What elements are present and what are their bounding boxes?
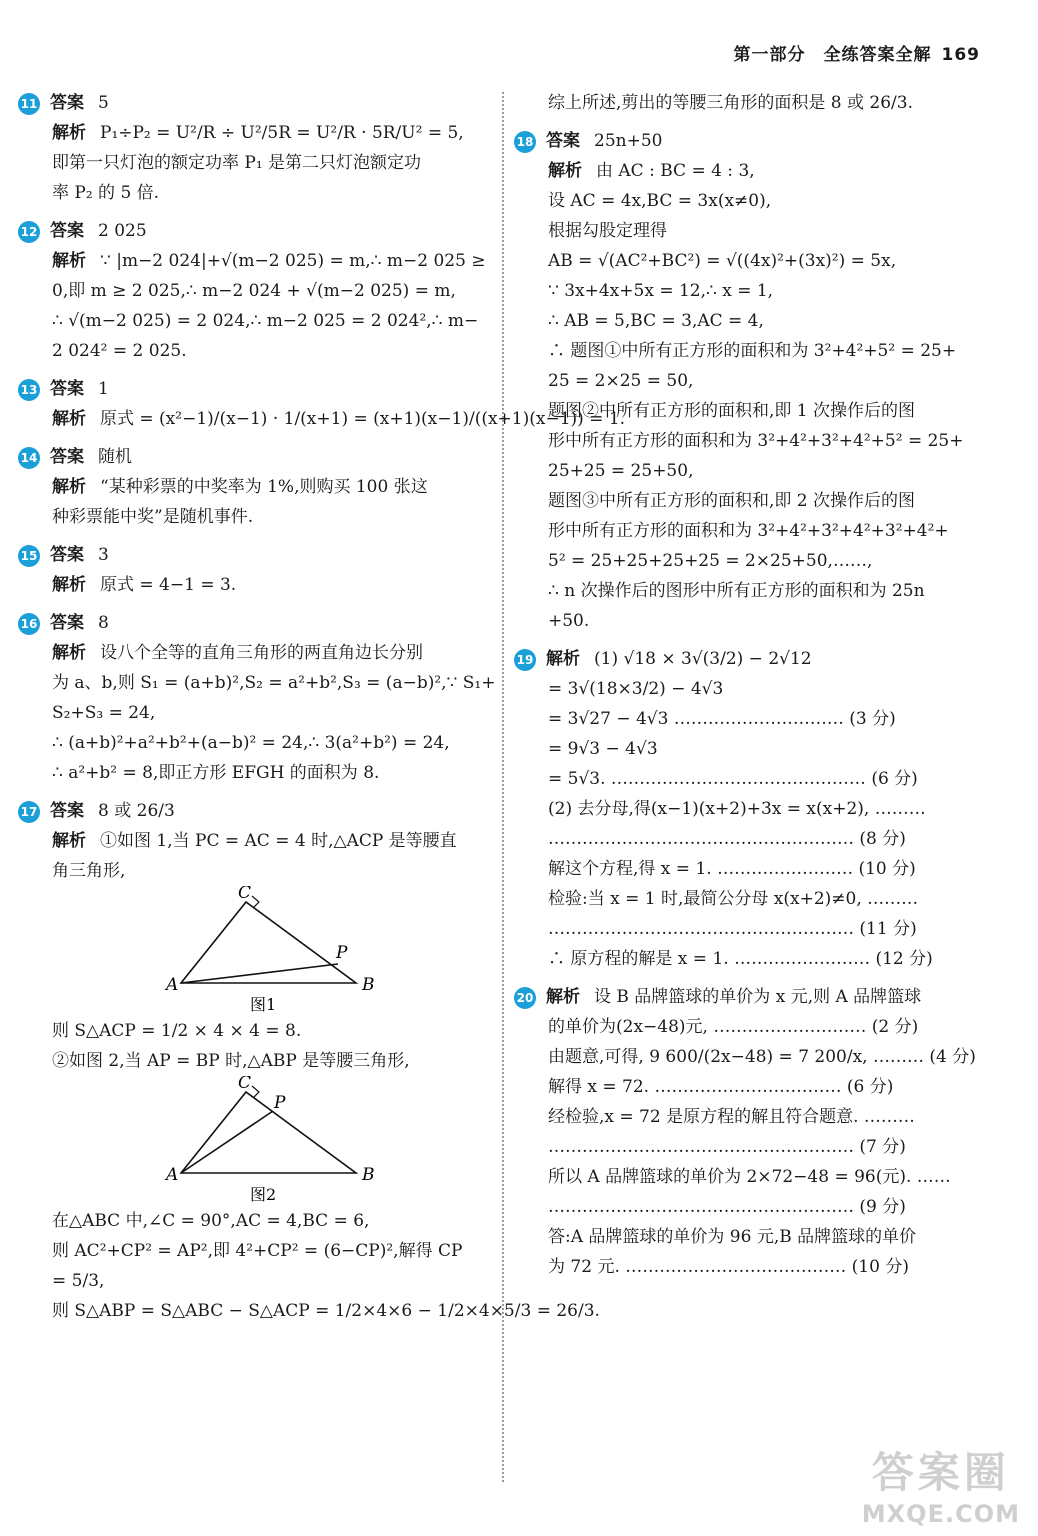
spacer bbox=[514, 636, 984, 644]
analysis-text: 原式 = 4−1 = 3. bbox=[100, 575, 237, 595]
analysis-line bbox=[18, 570, 463, 600]
text-line: 角三角形, bbox=[52, 861, 126, 881]
analysis-text: 设八个全等的直角三角形的两直角边长分别 bbox=[100, 643, 423, 663]
page-number: 169 bbox=[941, 45, 980, 65]
answer-heading bbox=[18, 608, 463, 638]
question-number-badge: 17 bbox=[18, 801, 40, 823]
text-line: ……………………………………………… (9 分) bbox=[548, 1197, 906, 1217]
text-line: 所以 A 品牌篮球的单价为 2×72−48 = 96(元). …… bbox=[548, 1167, 951, 1187]
text-line: 经检验,x = 72 是原方程的解且符合题意. ……… bbox=[548, 1107, 915, 1127]
answer-text: 3 bbox=[98, 545, 109, 565]
text-line: 解得 x = 72. …………………………… (6 分) bbox=[548, 1077, 894, 1097]
figure-caption: 图2 bbox=[250, 1185, 277, 1204]
text-line: 25+25 = 25+50, bbox=[548, 461, 694, 481]
text-line: 设 AC = 4x,BC = 3x(x≠0), bbox=[548, 191, 772, 211]
text-line: ∴ 题图①中所有正方形的面积和为 3²+4²+5² = 25+ bbox=[548, 341, 957, 361]
text-line: ②如图 2,当 AP = BP 时,△ABP 是等腰三角形, bbox=[52, 1051, 410, 1071]
text-line: ∴ 原方程的解是 x = 1. …………………… (12 分) bbox=[548, 949, 933, 969]
text-line: 则 S△ABP = S△ABC − S△ACP = 1/2×4×6 − 1/2×4×5/3 = 26/3. bbox=[52, 1301, 600, 1321]
question-number-badge: 11 bbox=[18, 93, 40, 115]
spacer bbox=[18, 208, 463, 216]
vertex-label: C bbox=[238, 1076, 252, 1093]
text-line: 率 P₂ 的 5 倍. bbox=[52, 183, 160, 203]
spacer bbox=[18, 366, 463, 374]
question-number-badge: 14 bbox=[18, 447, 40, 469]
spacer bbox=[514, 118, 984, 126]
text-line: = 3√27 − 4√3 ………………………… (3 分) bbox=[548, 709, 896, 729]
vertex-label: P bbox=[336, 943, 348, 963]
text-line: = 5/3, bbox=[52, 1271, 105, 1291]
answer-label: 解析 bbox=[546, 987, 580, 1007]
question-number-badge: 19 bbox=[514, 649, 536, 671]
triangle-abc bbox=[181, 902, 356, 983]
analysis-label: 解析 bbox=[52, 575, 86, 595]
answer-heading bbox=[18, 796, 463, 826]
text-line: 种彩票能中奖”是随机事件. bbox=[52, 507, 254, 527]
text-line: ∴ √(m−2 025) = 2 024,∴ m−2 025 = 2 024²,∴ m− bbox=[52, 311, 479, 331]
text-line: ∴ n 次操作后的图形中所有正方形的面积和为 25n bbox=[548, 581, 925, 601]
text-line: = 3√(18×3/2) − 4√3 bbox=[548, 679, 724, 699]
analysis-line bbox=[18, 638, 463, 668]
text-line: 题图③中所有正方形的面积和,即 2 次操作后的图 bbox=[548, 491, 916, 511]
answer-label: 答案 bbox=[50, 801, 84, 821]
text-line: 则 AC²+CP² = AP²,即 4²+CP² = (6−CP)²,解得 CP bbox=[52, 1241, 463, 1261]
vertex-label: C bbox=[238, 886, 252, 903]
question-number-badge: 18 bbox=[514, 131, 536, 153]
text-line: S₂+S₃ = 24, bbox=[52, 703, 156, 723]
analysis-line bbox=[514, 156, 984, 186]
column-divider bbox=[502, 92, 504, 1482]
text-line: 的单价为(2x−48)元, ……………………… (2 分) bbox=[548, 1017, 919, 1037]
triangle-abc bbox=[181, 1092, 356, 1173]
answer-heading bbox=[18, 442, 463, 472]
analysis-label: 解析 bbox=[52, 123, 86, 143]
answer-label: 答案 bbox=[546, 131, 580, 151]
watermark-url: MXQE.COM bbox=[861, 1500, 1020, 1528]
analysis-line bbox=[18, 472, 463, 502]
analysis-label: 解析 bbox=[52, 831, 86, 851]
answer-text: 2 025 bbox=[98, 221, 147, 241]
analysis-label: 解析 bbox=[52, 251, 86, 271]
answer-text: 1 bbox=[98, 379, 109, 399]
text-line: ∴ AB = 5,BC = 3,AC = 4, bbox=[548, 311, 764, 331]
spacer bbox=[514, 974, 984, 982]
text-line: 由题意,可得, 9 600/(2x−48) = 7 200/x, ……… (4 分) bbox=[548, 1047, 976, 1067]
right-column bbox=[514, 88, 984, 1282]
spacer bbox=[18, 788, 463, 796]
answer-label: 解析 bbox=[546, 649, 580, 669]
vertex-label: B bbox=[362, 1165, 375, 1185]
question-number-badge: 12 bbox=[18, 221, 40, 243]
text-line: 5² = 25+25+25+25 = 2×25+50,……, bbox=[548, 551, 873, 571]
answer-label: 答案 bbox=[50, 93, 84, 113]
text-line: 2 024² = 2 025. bbox=[52, 341, 187, 361]
answer-heading bbox=[514, 126, 984, 156]
analysis-label: 解析 bbox=[548, 161, 582, 181]
answer-heading bbox=[18, 540, 463, 570]
answer-label: 答案 bbox=[50, 613, 84, 633]
analysis-text: ∵ |m−2 024|+√(m−2 025) = m,∴ m−2 025 ≥ bbox=[100, 251, 486, 271]
analysis-label: 解析 bbox=[52, 643, 86, 663]
answer-heading bbox=[514, 644, 984, 674]
answer-text: 设 B 品牌篮球的单价为 x 元,则 A 品牌篮球 bbox=[594, 987, 922, 1007]
text-line: = 9√3 − 4√3 bbox=[548, 739, 658, 759]
vertex-label: B bbox=[362, 975, 375, 995]
vertex-label: P bbox=[274, 1093, 286, 1113]
text-line: 题图②中所有正方形的面积和,即 1 次操作后的图 bbox=[548, 401, 916, 421]
text-line: ……………………………………………… (11 分) bbox=[548, 919, 917, 939]
answer-heading bbox=[18, 374, 463, 404]
text-line: 在△ABC 中,∠C = 90°,AC = 4,BC = 6, bbox=[52, 1211, 370, 1231]
analysis-label: 解析 bbox=[52, 477, 86, 497]
text-line: AB = √(AC²+BC²) = √((4x)²+(3x)²) = 5x, bbox=[548, 251, 897, 271]
spacer bbox=[18, 434, 463, 442]
analysis-text: 原式 = (x²−1)/(x−1) · 1/(x+1) = (x+1)(x−1)/((x+1)(x−1)) = 1. bbox=[100, 409, 626, 429]
answer-text: 8 bbox=[98, 613, 109, 633]
analysis-line bbox=[18, 404, 626, 434]
fig1-diagram bbox=[18, 886, 463, 1016]
analysis-text: ①如图 1,当 PC = AC = 4 时,△ACP 是等腰直 bbox=[100, 831, 457, 851]
text-line: +50. bbox=[548, 611, 590, 631]
answer-label: 答案 bbox=[50, 221, 84, 241]
answer-label: 答案 bbox=[50, 545, 84, 565]
answer-text: (1) √18 × 3√(3/2) − 2√12 bbox=[594, 649, 812, 669]
question-number-badge: 15 bbox=[18, 545, 40, 567]
answer-text: 随机 bbox=[98, 447, 132, 467]
answer-text: 25n+50 bbox=[594, 131, 663, 151]
fig2-figure bbox=[18, 1076, 463, 1206]
text-line: 答:A 品牌篮球的单价为 96 元,B 品牌篮球的单价 bbox=[548, 1227, 917, 1247]
vertex-label: A bbox=[166, 975, 179, 995]
analysis-line bbox=[18, 826, 463, 856]
analysis-text: “某种彩票的中奖率为 1%,则购买 100 张这 bbox=[100, 477, 428, 497]
text-line: 综上所述,剪出的等腰三角形的面积是 8 或 26/3. bbox=[548, 93, 914, 113]
fig1-figure bbox=[18, 886, 463, 1016]
answer-heading bbox=[514, 982, 984, 1012]
text-line: 25 = 2×25 = 50, bbox=[548, 371, 694, 391]
answer-text: 8 或 26/3 bbox=[98, 801, 175, 821]
answer-heading bbox=[18, 216, 463, 246]
answer-label: 答案 bbox=[50, 379, 84, 399]
text-line: 根据勾股定理得 bbox=[548, 221, 667, 241]
question-number-badge: 20 bbox=[514, 987, 536, 1009]
text-line: = 5√3. ……………………………………… (6 分) bbox=[548, 769, 918, 789]
text-line: (2) 去分母,得(x−1)(x+2)+3x = x(x+2), ……… bbox=[548, 799, 926, 819]
text-line: 检验:当 x = 1 时,最简公分母 x(x+2)≠0, ……… bbox=[548, 889, 919, 909]
fig2-diagram bbox=[18, 1076, 463, 1206]
watermark-main: 答案圈 bbox=[871, 1448, 1010, 1497]
watermark bbox=[862, 1440, 1020, 1528]
analysis-line bbox=[18, 118, 463, 148]
analysis-line bbox=[18, 246, 486, 276]
segment-ap bbox=[181, 1111, 273, 1173]
text-line: 则 S△ACP = 1/2 × 4 × 4 = 8. bbox=[52, 1021, 302, 1041]
text-line: 形中所有正方形的面积和为 3²+4²+3²+4²+5² = 25+ bbox=[548, 431, 964, 451]
text-line: 0,即 m ≥ 2 025,∴ m−2 024 + √(m−2 025) = m, bbox=[52, 281, 456, 301]
text-line: ……………………………………………… (7 分) bbox=[548, 1137, 906, 1157]
page-header bbox=[734, 40, 981, 65]
text-line: ∴ (a+b)²+a²+b²+(a−b)² = 24,∴ 3(a²+b²) = 24, bbox=[52, 733, 450, 753]
analysis-text: 由 AC : BC = 4 : 3, bbox=[596, 161, 755, 181]
figure-caption: 图1 bbox=[250, 995, 277, 1014]
segment-ap bbox=[181, 964, 338, 983]
analysis-text: P₁÷P₂ = U²/R ÷ U²/5R = U²/R · 5R/U² = 5, bbox=[100, 123, 464, 143]
question-number-badge: 13 bbox=[18, 379, 40, 401]
answer-heading bbox=[18, 88, 463, 118]
text-line: 为 72 元. ………………………………… (10 分) bbox=[548, 1257, 909, 1277]
vertex-label: A bbox=[166, 1165, 179, 1185]
text-line: 为 a、b,则 S₁ = (a+b)²,S₂ = a²+b²,S₃ = (a−b)²,∵ S₁+ bbox=[52, 673, 496, 693]
text-line: 即第一只灯泡的额定功率 P₁ 是第二只灯泡额定功 bbox=[52, 153, 422, 173]
answer-label: 答案 bbox=[50, 447, 84, 467]
header-title: 第一部分 全练答案全解 bbox=[733, 45, 932, 65]
text-line: 形中所有正方形的面积和为 3²+4²+3²+4²+3²+4²+ bbox=[548, 521, 949, 541]
spacer bbox=[18, 600, 463, 608]
question-number-badge: 16 bbox=[18, 613, 40, 635]
spacer bbox=[18, 532, 463, 540]
text-line: ∵ 3x+4x+5x = 12,∴ x = 1, bbox=[548, 281, 774, 301]
analysis-label: 解析 bbox=[52, 409, 86, 429]
text-line: ……………………………………………… (8 分) bbox=[548, 829, 906, 849]
text-line: ∴ a²+b² = 8,即正方形 EFGH 的面积为 8. bbox=[52, 763, 380, 783]
text-line: 解这个方程,得 x = 1. …………………… (10 分) bbox=[548, 859, 916, 879]
answer-text: 5 bbox=[98, 93, 109, 113]
